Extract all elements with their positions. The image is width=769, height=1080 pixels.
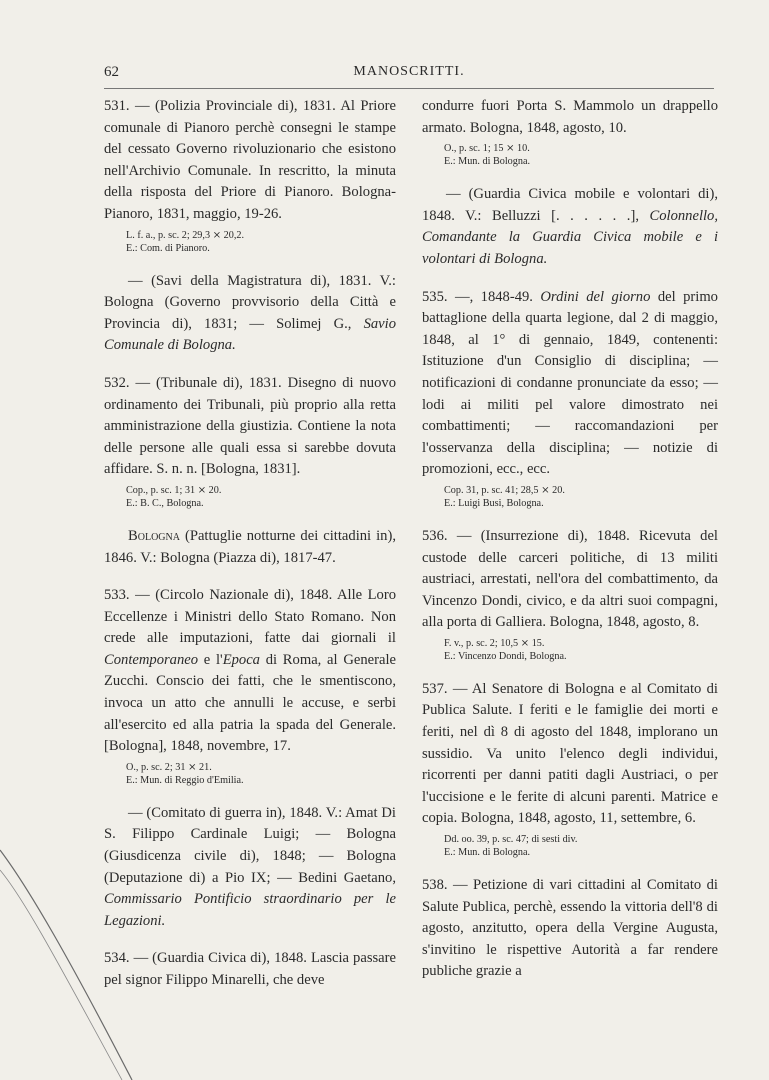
entry-text: 532. — (Tribunale di), 1831. Disegno di nuovo ordinamento dei Tribunali, più proprio alla retta amministrazione della giustizia. Contiene la nota delle persone alle quali essa si sarebbe dovuta affidare. S. n. n. [Bologna, 1831]. (104, 374, 396, 478)
entry-text: 537. — Al Senatore di Bologna e al Comitato di Publica Salute. I feriti e le famiglie dei morti e feriti, nel dì 8 di agosto del 1848, implorano un sussidio. Va unito l'elenco degli individui, ricorrenti per danni patiti dagli Austriaci, o per l'uccisione e le ferite di alcuni parenti. Matrice e copia. Bologna, 1848, agosto, 11, settembre, 6. (422, 680, 718, 827)
catalog-entry (422, 96, 718, 168)
note-line: Dd. oo. 39, p. sc. 47; di sesti div. (444, 834, 578, 846)
note-line: E.: Mun. di Reggio d'Emilia. (126, 774, 244, 786)
note-line: E.: Luigi Busi, Bologna. (444, 497, 544, 509)
running-title: MANOSCRITTI. (353, 64, 465, 79)
note-line: F. v., p. sc. 2; 10,5 ⨯ 15. (444, 637, 545, 649)
catalog-entry (422, 679, 718, 859)
entry-text: — (Guardia Civica mobile e volontari di), 1848. V.: Belluzzi [. . . . . .], Colonnello, Comandante la Guardia Civica mobile e i volontari di Bologna. (422, 186, 718, 267)
entry-text: 535. —, 1848-49. Ordini del giorno del primo battaglione della quarta legione, dal 2 di maggio, 1848, al 1° di gennaio, 1849, contenenti: Istituzione d'un Consiglio di disciplina; — notificazioni di condanne pronunciate da esso; — lodi ai militi pel valore dimostrato nei combattimenti; — raccomandazioni per l'osservanza della disciplina; — notizie di promozioni, ecc., ecc. (422, 288, 718, 478)
page-header (104, 64, 714, 89)
note-line: E.: Mun. di Bologna. (444, 156, 531, 168)
entry-text: — (Comitato di guerra in), 1848. V.: Amat Di S. Filippo Cardinale Luigi; — Bologna (Giusdicenza civile di), 1848; — Bologna (Deputazione di) a Pio IX; — Bedini Gaetano, Commissario Pontificio straordinario per le Legazioni. (104, 804, 396, 929)
catalog-entry (422, 875, 718, 983)
note-line: E.: Mun. di Bologna. (444, 847, 531, 859)
note-line: L. f. a., p. sc. 2; 29,3 ⨯ 20,2. (126, 229, 245, 241)
entry-notes (126, 761, 396, 787)
catalog-entry (422, 287, 718, 510)
note-line: E.: Com. di Pianoro. (126, 242, 210, 254)
page-number: 62 (104, 64, 119, 80)
entry-notes (444, 637, 718, 663)
right-column (422, 96, 718, 983)
entry-notes (444, 142, 718, 168)
catalog-entry (104, 526, 396, 569)
entry-text: 536. — (Insurrezione di), 1848. Ricevuta del custode delle carceri politiche, di 13 militi austriaci, arrestati, nell'ora del combattimento, da Vincenzo Dondi, civico, e da altri suoi compagni, alla porta di Galliera. Bologna, 1848, agosto, 8. (422, 527, 718, 631)
note-line: O., p. sc. 2; 31 ⨯ 21. (126, 761, 212, 773)
catalog-entry (422, 526, 718, 663)
note-line: E.: B. C., Bologna. (126, 497, 204, 509)
catalog-entry (104, 96, 396, 255)
catalog-entry (104, 373, 396, 510)
entry-text: 533. — (Circolo Nazionale di), 1848. Alle Loro Eccellenze i Ministri dello Stato Romano. Non crede alle imputazioni, fatte dai giornali il Contemporaneo e l'Epoca di Roma, al Generale Zucchi. Conscio dei fatti, che le smentiscono, invoca un atto che annulli le accuse, e serbi all'esercito ed alla patria la spada del Generale. [Bologna], 1848, novembre, 17. (104, 587, 396, 755)
note-line: Cop. 31, p. sc. 41; 28,5 ⨯ 20. (444, 484, 565, 496)
entry-text: — (Savi della Magistratura di), 1831. V.: Bologna (Governo provvisorio della Città e Provincia di), 1831; — Solimej G., Savio Comunale di Bologna. (104, 272, 396, 354)
entry-text: 538. — Petizione di vari cittadini al Comitato di Salute Publica, perchè, essendo la vittoria dell'8 di agosto, anzitutto, opera della Vergine Augusta, s'invitino le rispettive Autorità a far rendere publiche grazie a (422, 877, 718, 980)
note-line: Cop., p. sc. 1; 31 ⨯ 20. (126, 484, 222, 496)
entry-notes (444, 833, 718, 859)
entry-text: Bologna (Pattuglie notturne dei cittadini in), 1846. V.: Bologna (Piazza di), 1817-47. (104, 527, 396, 566)
entry-notes (126, 229, 396, 255)
note-line: E.: Vincenzo Dondi, Bologna. (444, 650, 567, 662)
entry-text: condurre fuori Porta S. Mammolo un drappello armato. Bologna, 1848, agosto, 10. (422, 98, 718, 136)
entry-notes (444, 484, 718, 510)
entry-notes (126, 484, 396, 510)
catalog-entry (104, 585, 396, 787)
note-line: O., p. sc. 1; 15 ⨯ 10. (444, 143, 530, 155)
catalog-entry (422, 184, 718, 270)
entry-text: 534. — (Guardia Civica di), 1848. Lascia passare pel signor Filippo Minarelli, che deve (104, 950, 396, 988)
entry-text: 531. — (Polizia Provinciale di), 1831. Al Priore comunale di Pianoro perchè consegni le stampe del cessato Governo rivoluzionario che esistono nell'Archivio Comunale. In rescritto, la minuta della risposta del Priore di Pianoro. Bologna-Pianoro, 1831, maggio, 19-26. (104, 98, 396, 222)
catalog-entry (104, 271, 396, 357)
margin-stroke-decoration (0, 830, 150, 1080)
